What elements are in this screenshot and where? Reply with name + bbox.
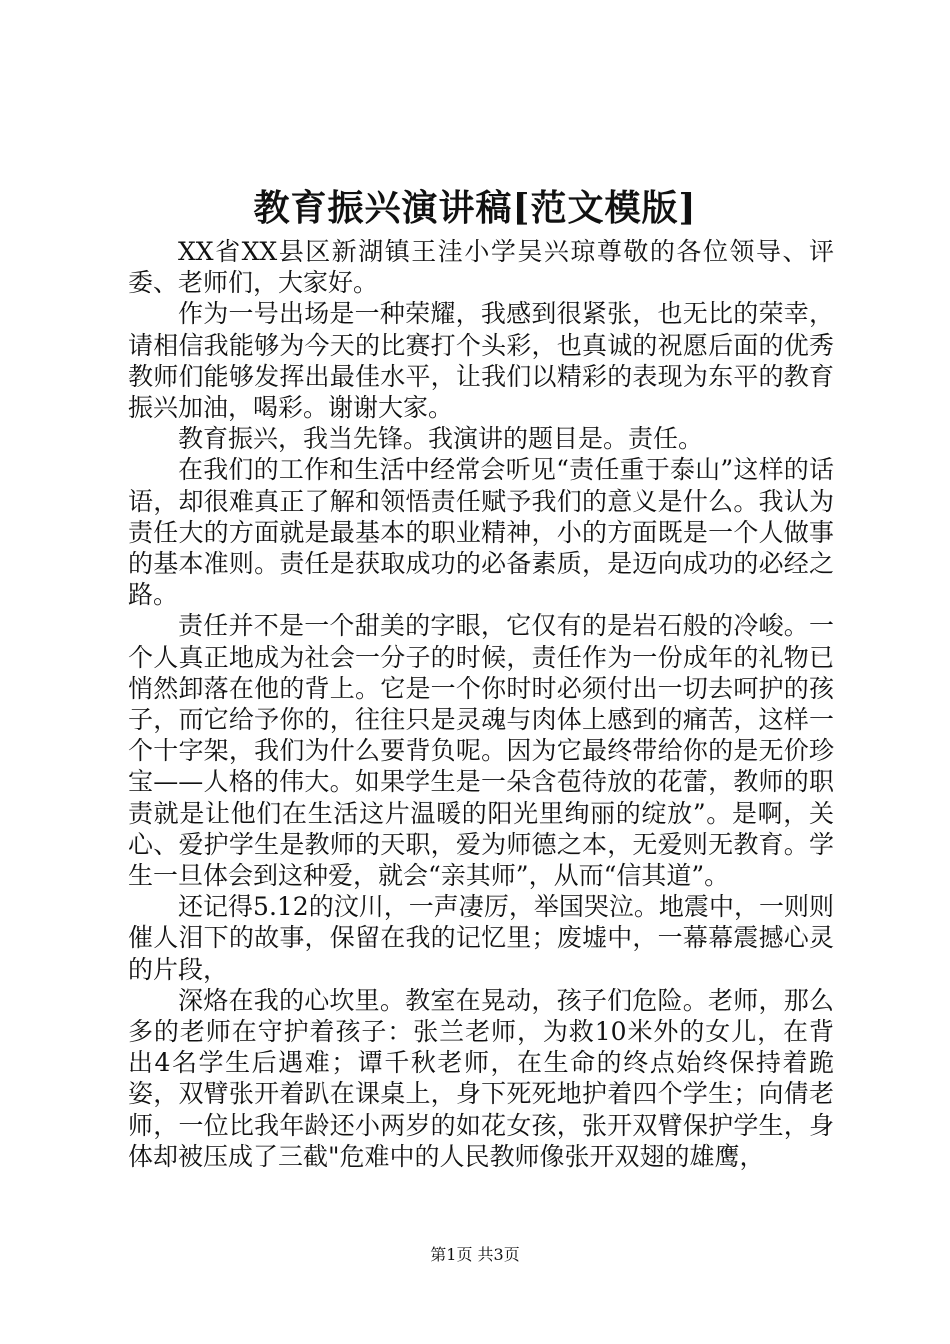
- paragraph: XX省XX县区新湖镇王洼小学吴兴琼尊敬的各位领导、评委、老师们，大家好。: [128, 237, 834, 298]
- paragraph: 深烙在我的心坎里。教室在晃动，孩子们危险。老师，那么多的老师在守护着孩子：张兰老师，为救10米外的女儿，在背出4名学生后遇难；谭千秋老师，在生命的终点始终保持着跪姿，双臂张开着趴在课桌上，身下死死地护着四个学生；向倩老师，一位比我年龄还小两岁的如花女孩，张开双臂保护学生，身体却被压成了三截"危难中的人民教师像张开双翅的雄鹰，: [128, 985, 834, 1171]
- document-body: [128, 236, 834, 1172]
- paragraph: 责任并不是一个甜美的字眼，它仅有的是岩石般的冷峻。一个人真正地成为社会一分子的时候，责任作为一份成年的礼物已悄然卸落在他的背上。它是一个你时时必须付出一切去呵护的孩子，而它给予你的，往往只是灵魂与肉体上感到的痛苦，这样一个十字架，我们为什么要背负呢。因为它最终带给你的是无价珍宝——人格的伟大。如果学生是一朵含苞待放的花蕾，教师的职责就是让他们在生活这片温暖的阳光里绚丽的绽放”。是啊，关心、爱护学生是教师的天职，爱为师德之本，无爱则无教育。学生一旦体会到这种爱，就会“亲其师”，从而“信其道”。: [128, 611, 834, 891]
- paragraph: 教育振兴，我当先锋。我演讲的题目是。责任。: [178, 424, 704, 454]
- paragraph: 还记得5.12的汶川，一声凄厉，举国哭泣。地震中，一则则催人泪下的故事，保留在我的记忆里；废墟中，一幕幕震撼心灵的片段，: [128, 892, 834, 984]
- paragraph: 作为一号出场是一种荣耀，我感到很紧张，也无比的荣幸，请相信我能够为今天的比赛打个头彩，也真诚的祝愿后面的优秀教师们能够发挥出最佳水平，让我们以精彩的表现为东平的教育振兴加油，喝彩。谢谢大家。: [128, 299, 834, 423]
- page-number-footer: 第1页 共3页: [430, 1245, 520, 1264]
- document-title: 教育振兴演讲稿[范文模版]: [253, 187, 697, 229]
- paragraph: 在我们的工作和生活中经常会听见“责任重于泰山”这样的话语，却很难真正了解和领悟责任赋予我们的意义是什么。我认为责任大的方面就是最基本的职业精神，小的方面既是一个人做事的基本准则。责任是获取成功的必备素质，是迈向成功的必经之路。: [128, 455, 834, 610]
